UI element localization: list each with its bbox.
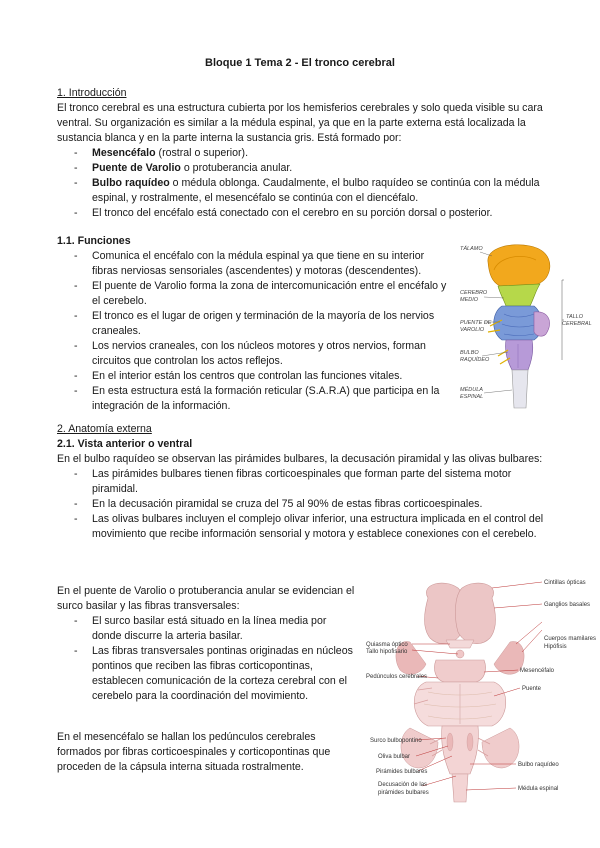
list-item: - Comunica el encéfalo con la médula espinal ya que tiene en su interior fibras nerviosas sensoriales (ascendentes) y motoras (descendentes). [57,249,452,279]
section-funciones [57,234,452,414]
mesencefalo-paragraph: En el mesencéfalo se hallan los pedúnculos cerebrales formados por fibras corticoespinales y corticopontinas que proceden de la cápsula interna situada rostralmente. [57,731,331,773]
label-ganglios: Ganglios basales [544,602,591,608]
section-puente [57,584,357,704]
list-item: - En esta estructura está la formación reticular (S.A.R.A) que participa en la integración de la información. [57,384,452,414]
label-puente: Puente [522,686,542,692]
label-hipofisis: Hipófisis [544,644,567,650]
label-varolio: VAROLIO [460,327,485,333]
list-item: - Las olivas bulbares incluyen el complejo olivar inferior, una estructura implicada en el control del movimiento que recibe información sensorial y motora y establece conexiones con el cerebelo. [57,512,547,542]
list-item: - El tronco del encéfalo está conectado con el cerebro en su porción dorsal o posterior. [57,206,547,221]
intro-list [57,146,547,221]
label-mesencefalo: Mesencéfalo [520,668,555,674]
label-espinal: ESPINAL [460,394,484,400]
puente-paragraph: En el puente de Varolio o protuberancia anular se evidencian el surco basilar y las fibras transversales: [57,585,355,612]
list-item: - El tronco es el lugar de origen y terminación de la mayoría de los nervios craneales. [57,309,452,339]
list-item: - El surco basilar está situado en la línea media por donde discurre la arteria basilar. [57,614,357,644]
brainstem-ventral-figure [366,578,596,804]
label-puente: PUENTE DE [460,320,492,326]
label-bulbo: BULBO [460,350,479,356]
label-talamo: TÁLAMO [460,246,483,252]
label-cerebro: CEREBRO [460,290,488,296]
puente-list [57,614,357,704]
section-heading: 1. Introducción [57,87,127,99]
page-title: Bloque 1 Tema 2 - El tronco cerebral [205,57,395,69]
label-decusacion: Decusación de las [378,782,428,788]
list-item: - Mesencéfalo (rostral o superior). [57,146,547,161]
section-mesencefalo [57,730,349,775]
list-item: - Los nervios craneales, con los núcleos motores y otros nervios, forman circuitos que controlan los actos reflejos. [57,339,452,369]
label-cerebral: CEREBRAL [562,321,592,327]
label-cintillas: Cintillas ópticas [544,580,586,586]
section-heading: 2. Anatomía externa [57,423,152,435]
label-medio: MEDIO [460,297,479,303]
list-item: - En el interior están los centros que controlan las funciones vitales. [57,369,452,384]
label-oliva: Oliva bulbar [378,754,411,760]
label-surco: Surco bulbopontino [370,738,422,744]
section-anatomia-externa [57,422,547,542]
label-pedunculos: Pedúnculos cerebrales [366,674,428,680]
subsection-heading: 2.1. Vista anterior o ventral [57,438,193,450]
label-tallo-hipofisario: Tallo hipofisario [366,649,408,655]
label-medula-espinal: Médula espinal [518,786,559,792]
bulbo-paragraph: En el bulbo raquídeo se observan las pirámides bulbares, la decusación piramidal y las olivas bulbares: [57,453,543,465]
label-raquideo: RAQUÍDEO [460,357,490,363]
label-medula: MÉDULA [460,387,483,393]
label-tallo: TALLO [566,314,584,320]
list-item: - Las pirámides bulbares tienen fibras corticoespinales que forman parte del sistema motor piramidal. [57,467,547,497]
intro-paragraph: El tronco cerebral es una estructura cubierta por los hemisferios cerebrales y solo queda visible su cara ventral. Su organización es similar a la médula espinal, ya que en la parte externa está localizada la sustancia blanca y en la parte interna la sustancia gris. Está formado por: [57,102,543,144]
bulbo-list [57,467,547,542]
label-bulbo-raquideo: Bulbo raquídeo [518,762,559,768]
label-cuerpos: Cuerpos mamilares [544,636,597,642]
label-piramides: Pirámides bulbares [376,769,428,775]
brainstem-lateral-figure [458,240,592,412]
list-item: - En la decusación piramidal se cruza del 75 al 90% de estas fibras corticoespinales. [57,497,547,512]
list-item: - Las fibras transversales pontinas originadas en núcleos pontinos que reciben las fibras corticopontinas, establecen comunicación de la corteza cerebral con el cerebelo para la coordinación del movimiento. [57,644,357,704]
list-item: - Puente de Varolio o protuberancia anular. [57,161,547,176]
section-introduccion [57,86,547,221]
list-item: - Bulbo raquídeo o médula oblonga. Caudalmente, el bulbo raquídeo se continúa con la médula espinal, y rostralmente, el mesencéfalo se continúa con el diencéfalo. [57,176,547,206]
funciones-list [57,249,452,414]
label-decusacion-2: pirámides bulbares [378,790,429,796]
label-quiasma: Quiasma óptico [366,642,408,648]
section-heading: 1.1. Funciones [57,235,131,247]
list-item: - El puente de Varolio forma la zona de intercomunicación entre el encéfalo y el cerebelo. [57,279,452,309]
